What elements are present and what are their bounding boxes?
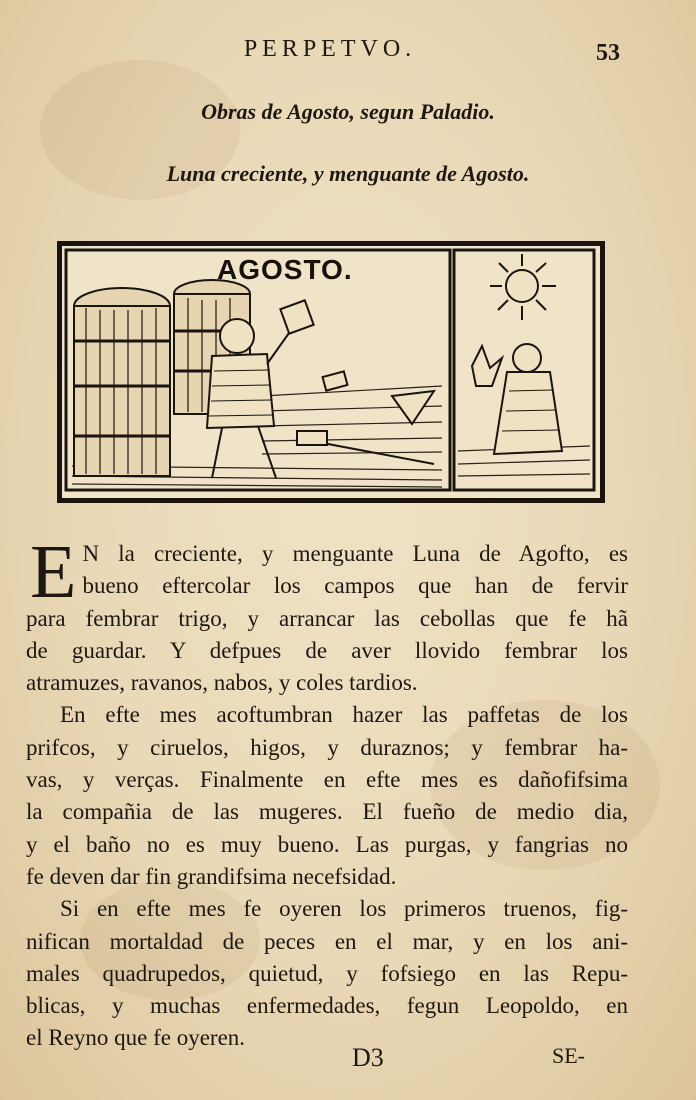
tools	[297, 371, 434, 464]
main-text	[26, 530, 628, 1055]
sun	[490, 254, 556, 320]
text-line: males quadrupedos, quietud, y fofsiego en las Repu-	[26, 960, 628, 986]
page-number: 53	[596, 40, 620, 66]
text-line: de guardar. Y defpues de aver llovido fembrar los	[26, 637, 628, 663]
drop-cap: E	[30, 530, 77, 614]
text-line: para fembrar trigo, y arrancar las cebollas que fe hã	[26, 605, 628, 631]
text-line: fe deven dar fin grandifsima necefsidad.	[26, 863, 397, 889]
woodcut-caption: AGOSTO.	[217, 254, 353, 285]
text-line: el Reyno que fe oyeren.	[26, 1025, 246, 1051]
text-line: prifcos, y ciruelos, higos, y duraznos; y fembrar ha-	[26, 734, 628, 760]
text-line: bueno eftercolar los campos que han de fervir	[82, 573, 628, 599]
signature-mark: D3	[352, 1043, 384, 1072]
text-line: N la creciente, y menguante Luna de Agofto, es	[82, 541, 628, 566]
subtitle-works-of-august: Obras de Agosto, segun Paladio.	[201, 99, 495, 124]
text-line: y el baño no es muy bueno. Las purgas, y fangrias no	[26, 831, 628, 857]
subtitle-moon-phases: Luna creciente, y menguante de Agosto.	[166, 161, 530, 186]
running-title: PERPETVO.	[243, 36, 417, 62]
text-line: la compañia de las mugeres. El fueño de medio dia,	[26, 799, 628, 825]
text-line: nifican mortaldad de peces en el mar, y en los ani-	[26, 928, 628, 954]
text-line: vas, y verças. Finalmente en efte mes es dañofifsima	[26, 767, 628, 793]
worker-figure	[207, 300, 314, 478]
text-line: atramuzes, ravanos, nabos, y coles tardios.	[26, 670, 418, 696]
text-line: Si en efte mes fe oyeren los primeros truenos, fig-	[60, 896, 628, 922]
woodcut-illustration	[57, 241, 605, 503]
catchword: SE-	[552, 1043, 585, 1068]
text-line: En efte mes acoftumbran hazer las paffetas de los	[60, 702, 628, 728]
seated-figure	[472, 344, 562, 454]
text-line: blicas, y muchas enfermedades, fegun Leopoldo, en	[26, 993, 628, 1019]
